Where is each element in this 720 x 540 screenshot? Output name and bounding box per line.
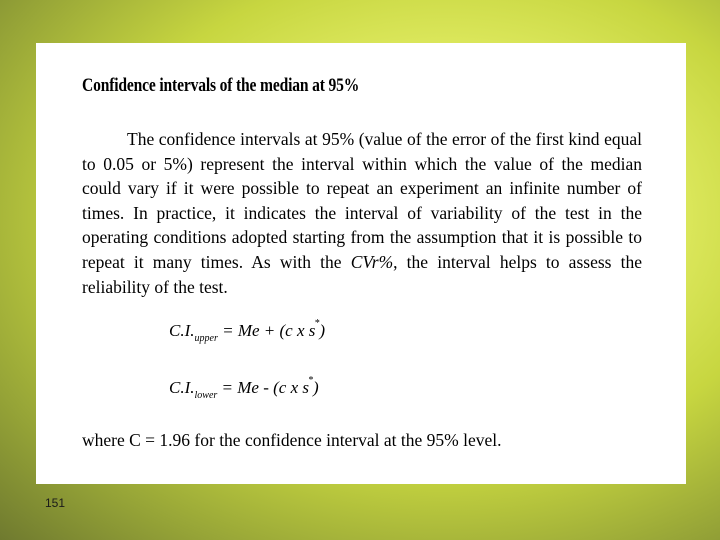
formula-lower-superscript: * — [308, 375, 313, 386]
body-paragraph — [82, 127, 642, 299]
formula-upper-limit — [169, 318, 325, 344]
formula-lower-subscript: lower — [194, 390, 218, 401]
slide-title: Confidence intervals of the median at 95% — [82, 75, 360, 96]
paragraph-text-start: The confidence intervals at 95% (value of the error of the first kind equal to 0.05 or 5%) represent the interval within which the value of the median could vary if it were possible to repeat an experiment an infinite number of times. In practice, it indicates the interval of variability of the test in the operating conditions adopted starting from the assumption that it is possible to repeat it many times. As with the — [82, 129, 642, 272]
page-number: 151 — [45, 496, 66, 510]
formula-lower-lhs: C.I. — [169, 378, 195, 397]
formula-lower-close: ) — [313, 378, 319, 397]
formula-lower-limit — [169, 375, 319, 401]
paragraph-text-end: , the interval helps to assess the reliability of the test. — [82, 251, 642, 297]
formula-upper-superscript: * — [314, 318, 320, 329]
formula-lower-rhs: = Me - (c x s — [217, 378, 309, 397]
paragraph-italic-term: CVr% — [350, 251, 394, 272]
slide-content-panel — [36, 43, 686, 484]
formula-upper-subscript: upper — [194, 333, 218, 344]
formula-upper-close: ) — [319, 321, 326, 340]
formula-upper-lhs: C.I. — [169, 321, 195, 340]
formula-upper-rhs: = Me + (c x s — [217, 321, 316, 340]
constant-note: where C = 1.96 for the confidence interval at the 95% level. — [82, 430, 502, 450]
